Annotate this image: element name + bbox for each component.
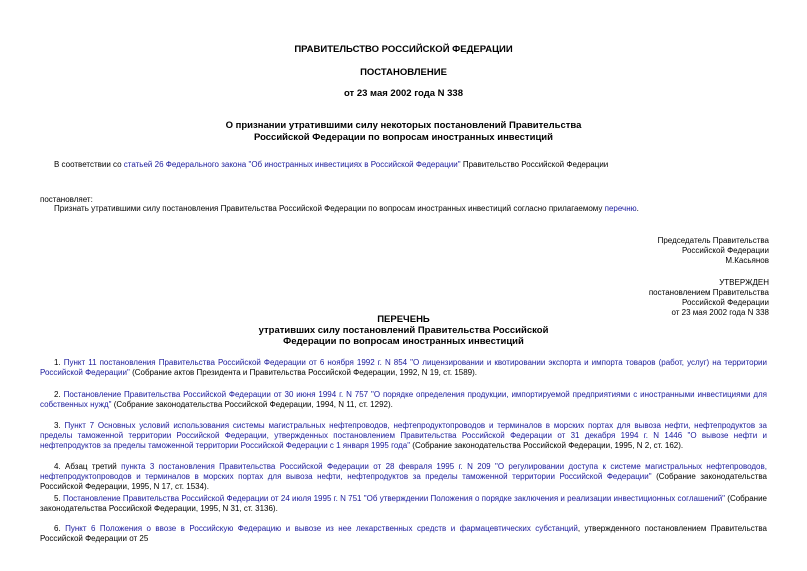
list-item-4 xyxy=(40,462,767,492)
list-item-5 xyxy=(40,494,767,514)
list-title-line-2: утративших силу постановлений Правительства Российской xyxy=(258,325,549,336)
list-item-prefix: Абзац третий xyxy=(65,462,122,471)
approval-line-1: УТВЕРЖДЕН xyxy=(719,278,769,287)
signature-line-2: Российской Федерации xyxy=(682,246,769,255)
doc-title-line-1: О признании утратившими силу некоторых постановлений Правительства xyxy=(225,120,582,131)
signature-line-1: Председатель Правительства xyxy=(657,236,769,245)
list-item-source: , утвержденного постановлением Правительства Российской Федерации от 25 xyxy=(40,524,768,543)
list-item-number: 6. xyxy=(54,524,66,533)
government-heading: ПРАВИТЕЛЬСТВО РОССИЙСКОЙ ФЕДЕРАЦИИ xyxy=(294,44,513,55)
list-item-1 xyxy=(40,358,767,378)
list-item-source: (Собрание законодательства Российской Федерации, 1994, N 11, ст. 1292). xyxy=(111,400,393,409)
preamble-law-link[interactable]: статьей 26 Федерального закона "Об иностранных инвестициях в Российской Федерации" xyxy=(123,160,461,169)
list-item-number: 3. xyxy=(54,421,65,430)
preamble-text-pre: В соответствии со xyxy=(54,160,124,169)
list-title-line-3: Федерации по вопросам иностранных инвестиций xyxy=(283,336,524,347)
doc-title-line-2: Российской Федерации по вопросам иностранных инвестиций xyxy=(254,132,553,143)
list-item-link[interactable]: Постановление Правительства Российской Федерации от 30 июня 1994 г. N 757 "О порядке определения продукции, импортируемой предприятиями с иностранными инвестициями для собственных нужд" xyxy=(40,390,767,409)
list-item-6 xyxy=(40,524,767,544)
list-item-link[interactable]: Пункт 11 постановления Правительства Российской Федерации от 6 ноября 1992 г. N 854 "О лицензировании и квотировании экспорта и импорта товаров (работ, услуг) на территории Российской Федерации" xyxy=(40,358,767,377)
list-item-3 xyxy=(40,421,767,451)
decision-text-post: . xyxy=(636,204,639,213)
signature-block xyxy=(658,236,769,266)
list-item-2 xyxy=(40,390,767,410)
approval-line-4: от 23 мая 2002 года N 338 xyxy=(671,308,769,317)
approval-line-2: постановлением Правительства xyxy=(648,288,769,297)
approval-line-3: Российской Федерации xyxy=(682,298,769,307)
decision xyxy=(40,204,767,214)
list-item-source: (Собрание актов Президента и Правительства Российской Федерации, 1992, N 19, ст. 1589). xyxy=(129,368,477,377)
preamble-text-post: Правительство Российской Федерации xyxy=(460,160,609,169)
list-item-number: 4. xyxy=(54,462,66,471)
list-title xyxy=(0,314,807,347)
approval-block xyxy=(649,278,769,318)
decision-list-link[interactable]: перечню xyxy=(604,204,637,213)
list-item-link[interactable]: Пункт 7 Основных условий использования системы магистральных нефтепроводов, нефтепродуктопроводов и терминалов в морских портах для вывоза нефти, нефтепродуктов за пределы таможенной территории Российской Федерации, утвержденных постановлением Правительства Российской Федерации от 31 декабря 1994 г. N 1446 "О вывозе нефти и нефтепродуктов за пределы таможенной территории Российской Федерации с 1 января 1995 года" xyxy=(40,421,767,450)
list-item-number: 1. xyxy=(54,358,64,367)
list-item-number: 2. xyxy=(54,390,64,399)
list-item-number: 5. xyxy=(54,494,63,503)
resolves-text: постановляет: xyxy=(40,195,93,204)
doc-date: от 23 мая 2002 года N 338 xyxy=(343,88,464,99)
list-item-link[interactable]: пункта 3 постановления Правительства Российской Федерации от 28 февраля 1995 г. N 209 "О регулировании доступа к системе магистральных нефтепроводов, нефтепродуктопроводов и терминалов в морских портах для вывоза нефти, нефтепродуктов за пределы таможенной территории Российской Федерации" xyxy=(40,462,767,481)
signature-line-3: М.Касьянов xyxy=(725,256,769,265)
list-item-link[interactable]: Пункт 6 Положения о ввозе в Российскую Федерацию и вывозе из нее лекарственных средств и фармацевтических субстанций xyxy=(65,524,578,533)
doc-title xyxy=(0,120,807,144)
list-title-line-1: ПЕРЕЧЕНЬ xyxy=(377,314,430,325)
decision-text-pre: Признать утратившими силу постановления Правительства Российской Федерации по вопросам иностранных инвестиций согласно прилагаемому xyxy=(54,204,605,213)
list-item-source: (Собрание законодательства Российской Федерации, 1995, N 31, ст. 3136). xyxy=(40,494,767,513)
preamble xyxy=(40,160,767,170)
doc-type-heading: ПОСТАНОВЛЕНИЕ xyxy=(360,67,447,78)
list-item-source: (Собрание законодательства Российской Федерации, 1995, N 2, ст. 162). xyxy=(410,441,684,450)
list-item-link[interactable]: Постановление Правительства Российской Федерации от 24 июля 1995 г. N 751 "Об утверждении Положения о порядке заключения и реализации инвестиционных соглашений" xyxy=(62,494,726,503)
list-item-source: (Собрание законодательства Российской Федерации, 1995, N 17, ст. 1534). xyxy=(40,472,767,491)
